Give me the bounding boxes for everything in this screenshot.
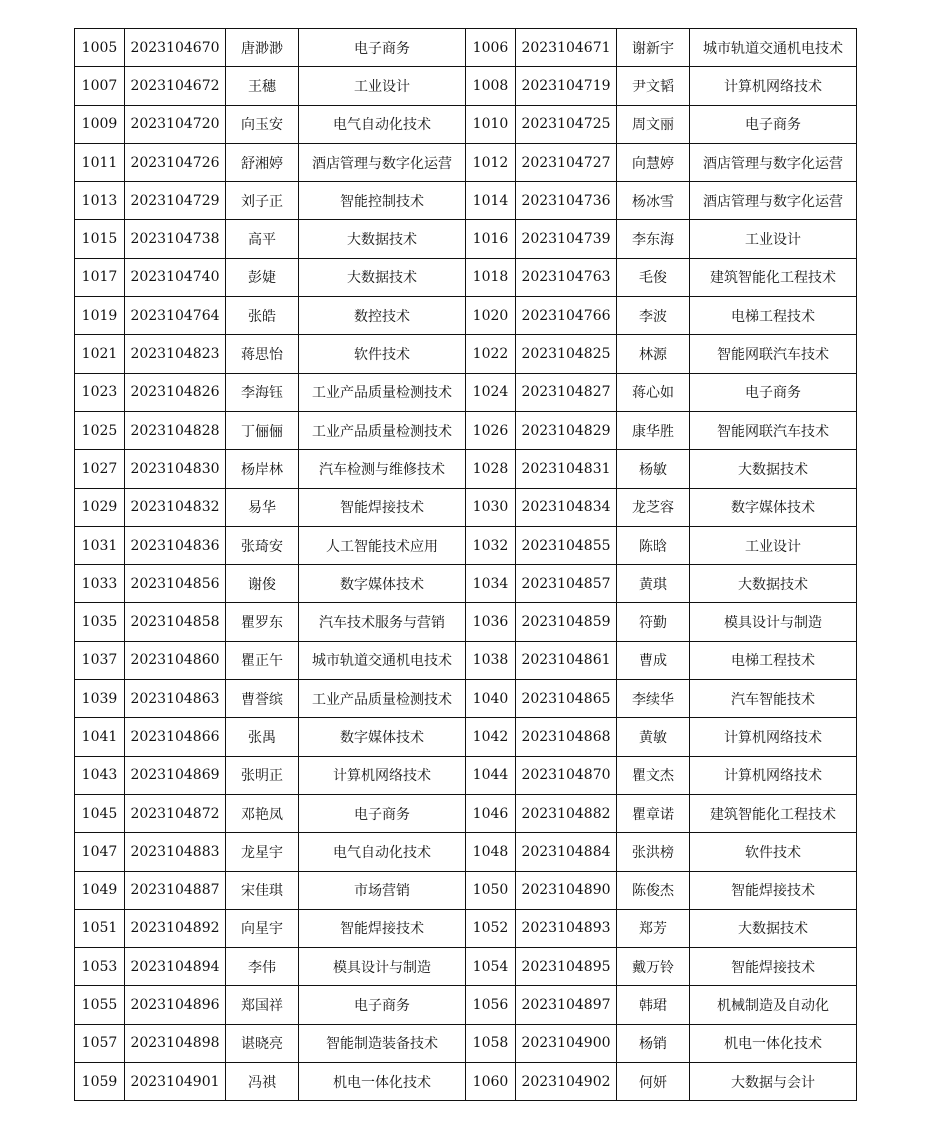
seq-cell: 1015 [75,220,125,258]
name-cell: 龙星宇 [226,833,299,871]
seq-cell: 1022 [466,335,516,373]
student-id-cell: 2023104882 [516,794,617,832]
seq-cell: 1034 [466,565,516,603]
name-cell: 李东海 [617,220,690,258]
seq-cell: 1018 [466,258,516,296]
seq-cell: 1005 [75,29,125,67]
student-id-cell: 2023104897 [516,986,617,1024]
name-cell: 李伟 [226,948,299,986]
seq-cell: 1027 [75,450,125,488]
name-cell: 康华胜 [617,411,690,449]
name-cell: 瞿正午 [226,641,299,679]
name-cell: 高平 [226,220,299,258]
table-row [75,67,857,105]
roster-body [75,29,857,1101]
student-id-cell: 2023104887 [125,871,226,909]
student-id-cell: 2023104830 [125,450,226,488]
major-cell: 电子商务 [299,794,466,832]
name-cell: 杨岸林 [226,450,299,488]
name-cell: 陈晗 [617,526,690,564]
student-id-cell: 2023104827 [516,373,617,411]
seq-cell: 1024 [466,373,516,411]
major-cell: 电气自动化技术 [299,105,466,143]
name-cell: 李海钰 [226,373,299,411]
major-cell: 计算机网络技术 [690,67,857,105]
table-row [75,220,857,258]
name-cell: 瞿罗东 [226,603,299,641]
seq-cell: 1023 [75,373,125,411]
name-cell: 黄琪 [617,565,690,603]
student-id-cell: 2023104823 [125,335,226,373]
name-cell: 何妍 [617,1063,690,1101]
name-cell: 张明正 [226,756,299,794]
major-cell: 大数据技术 [299,220,466,258]
student-id-cell: 2023104900 [516,1024,617,1062]
seq-cell: 1047 [75,833,125,871]
major-cell: 智能网联汽车技术 [690,411,857,449]
name-cell: 李波 [617,297,690,335]
major-cell: 酒店管理与数字化运营 [690,182,857,220]
major-cell: 工业产品质量检测技术 [299,680,466,718]
major-cell: 智能焊接技术 [299,909,466,947]
name-cell: 尹文韬 [617,67,690,105]
student-id-cell: 2023104883 [125,833,226,871]
seq-cell: 1039 [75,680,125,718]
major-cell: 汽车智能技术 [690,680,857,718]
seq-cell: 1044 [466,756,516,794]
student-id-cell: 2023104856 [125,565,226,603]
name-cell: 张洪榜 [617,833,690,871]
student-id-cell: 2023104740 [125,258,226,296]
student-id-cell: 2023104898 [125,1024,226,1062]
student-id-cell: 2023104893 [516,909,617,947]
seq-cell: 1036 [466,603,516,641]
student-id-cell: 2023104861 [516,641,617,679]
name-cell: 林源 [617,335,690,373]
table-row [75,335,857,373]
seq-cell: 1042 [466,718,516,756]
name-cell: 周文丽 [617,105,690,143]
table-row [75,603,857,641]
seq-cell: 1031 [75,526,125,564]
major-cell: 数字媒体技术 [299,565,466,603]
name-cell: 龙芝容 [617,488,690,526]
name-cell: 韩珺 [617,986,690,1024]
major-cell: 市场营销 [299,871,466,909]
student-id-cell: 2023104901 [125,1063,226,1101]
major-cell: 酒店管理与数字化运营 [299,143,466,181]
name-cell: 向慧婷 [617,143,690,181]
seq-cell: 1013 [75,182,125,220]
student-id-cell: 2023104870 [516,756,617,794]
student-id-cell: 2023104738 [125,220,226,258]
table-row [75,29,857,67]
student-id-cell: 2023104884 [516,833,617,871]
major-cell: 机械制造及自动化 [690,986,857,1024]
name-cell: 杨冰雪 [617,182,690,220]
student-id-cell: 2023104857 [516,565,617,603]
student-id-cell: 2023104736 [516,182,617,220]
table-row [75,373,857,411]
major-cell: 人工智能技术应用 [299,526,466,564]
student-id-cell: 2023104892 [125,909,226,947]
major-cell: 大数据技术 [299,258,466,296]
name-cell: 陈俊杰 [617,871,690,909]
student-id-cell: 2023104826 [125,373,226,411]
seq-cell: 1052 [466,909,516,947]
table-row [75,488,857,526]
table-row [75,986,857,1024]
student-id-cell: 2023104670 [125,29,226,67]
seq-cell: 1041 [75,718,125,756]
student-id-cell: 2023104895 [516,948,617,986]
seq-cell: 1030 [466,488,516,526]
major-cell: 计算机网络技术 [690,718,857,756]
name-cell: 郑芳 [617,909,690,947]
seq-cell: 1014 [466,182,516,220]
seq-cell: 1040 [466,680,516,718]
name-cell: 丁俪俪 [226,411,299,449]
name-cell: 黄敏 [617,718,690,756]
student-id-cell: 2023104858 [125,603,226,641]
major-cell: 智能控制技术 [299,182,466,220]
student-id-cell: 2023104764 [125,297,226,335]
student-id-cell: 2023104855 [516,526,617,564]
seq-cell: 1051 [75,909,125,947]
seq-cell: 1050 [466,871,516,909]
student-id-cell: 2023104766 [516,297,617,335]
major-cell: 工业产品质量检测技术 [299,411,466,449]
seq-cell: 1058 [466,1024,516,1062]
seq-cell: 1011 [75,143,125,181]
major-cell: 汽车检测与维修技术 [299,450,466,488]
name-cell: 向星宇 [226,909,299,947]
name-cell: 谢新宇 [617,29,690,67]
name-cell: 张禺 [226,718,299,756]
name-cell: 邓艳凤 [226,794,299,832]
student-id-cell: 2023104672 [125,67,226,105]
name-cell: 曹誉缤 [226,680,299,718]
student-id-cell: 2023104831 [516,450,617,488]
seq-cell: 1053 [75,948,125,986]
table-row [75,1024,857,1062]
student-id-cell: 2023104869 [125,756,226,794]
table-row [75,948,857,986]
table-row [75,1063,857,1101]
student-id-cell: 2023104863 [125,680,226,718]
name-cell: 易华 [226,488,299,526]
table-row [75,526,857,564]
major-cell: 智能焊接技术 [690,871,857,909]
seq-cell: 1006 [466,29,516,67]
name-cell: 张琦安 [226,526,299,564]
major-cell: 建筑智能化工程技术 [690,258,857,296]
seq-cell: 1057 [75,1024,125,1062]
student-id-cell: 2023104828 [125,411,226,449]
student-id-cell: 2023104836 [125,526,226,564]
table-row [75,756,857,794]
table-row [75,641,857,679]
seq-cell: 1035 [75,603,125,641]
major-cell: 大数据与会计 [690,1063,857,1101]
student-id-cell: 2023104739 [516,220,617,258]
seq-cell: 1056 [466,986,516,1024]
student-id-cell: 2023104865 [516,680,617,718]
student-id-cell: 2023104834 [516,488,617,526]
major-cell: 数控技术 [299,297,466,335]
seq-cell: 1049 [75,871,125,909]
major-cell: 大数据技术 [690,565,857,603]
table-row [75,143,857,181]
seq-cell: 1055 [75,986,125,1024]
table-row [75,105,857,143]
seq-cell: 1060 [466,1063,516,1101]
major-cell: 大数据技术 [690,450,857,488]
student-id-cell: 2023104727 [516,143,617,181]
major-cell: 电子商务 [690,105,857,143]
seq-cell: 1017 [75,258,125,296]
table-row [75,680,857,718]
major-cell: 城市轨道交通机电技术 [299,641,466,679]
student-id-cell: 2023104868 [516,718,617,756]
major-cell: 电气自动化技术 [299,833,466,871]
seq-cell: 1010 [466,105,516,143]
student-id-cell: 2023104763 [516,258,617,296]
seq-cell: 1059 [75,1063,125,1101]
seq-cell: 1020 [466,297,516,335]
table-row [75,565,857,603]
major-cell: 电子商务 [299,29,466,67]
major-cell: 电子商务 [299,986,466,1024]
major-cell: 智能网联汽车技术 [690,335,857,373]
student-id-cell: 2023104894 [125,948,226,986]
student-roster-table [74,28,857,1101]
name-cell: 向玉安 [226,105,299,143]
table-row [75,794,857,832]
major-cell: 汽车技术服务与营销 [299,603,466,641]
major-cell: 工业产品质量检测技术 [299,373,466,411]
major-cell: 机电一体化技术 [690,1024,857,1062]
student-id-cell: 2023104902 [516,1063,617,1101]
name-cell: 瞿章诺 [617,794,690,832]
student-id-cell: 2023104726 [125,143,226,181]
major-cell: 大数据技术 [690,909,857,947]
student-id-cell: 2023104825 [516,335,617,373]
seq-cell: 1021 [75,335,125,373]
table-row [75,833,857,871]
table-row [75,297,857,335]
name-cell: 瞿文杰 [617,756,690,794]
major-cell: 工业设计 [690,220,857,258]
student-id-cell: 2023104829 [516,411,617,449]
seq-cell: 1007 [75,67,125,105]
major-cell: 机电一体化技术 [299,1063,466,1101]
student-id-cell: 2023104896 [125,986,226,1024]
major-cell: 计算机网络技术 [299,756,466,794]
seq-cell: 1043 [75,756,125,794]
table-row [75,450,857,488]
major-cell: 计算机网络技术 [690,756,857,794]
student-id-cell: 2023104725 [516,105,617,143]
seq-cell: 1038 [466,641,516,679]
name-cell: 毛俊 [617,258,690,296]
name-cell: 郑国祥 [226,986,299,1024]
major-cell: 城市轨道交通机电技术 [690,29,857,67]
name-cell: 舒湘婷 [226,143,299,181]
name-cell: 张皓 [226,297,299,335]
student-id-cell: 2023104832 [125,488,226,526]
student-id-cell: 2023104719 [516,67,617,105]
name-cell: 杨销 [617,1024,690,1062]
table-row [75,258,857,296]
table-row [75,411,857,449]
student-id-cell: 2023104890 [516,871,617,909]
major-cell: 数字媒体技术 [299,718,466,756]
seq-cell: 1028 [466,450,516,488]
name-cell: 蒋心如 [617,373,690,411]
major-cell: 工业设计 [299,67,466,105]
name-cell: 曹成 [617,641,690,679]
name-cell: 唐渺渺 [226,29,299,67]
major-cell: 电梯工程技术 [690,641,857,679]
name-cell: 李续华 [617,680,690,718]
seq-cell: 1012 [466,143,516,181]
major-cell: 智能制造装备技术 [299,1024,466,1062]
student-id-cell: 2023104720 [125,105,226,143]
name-cell: 刘子正 [226,182,299,220]
seq-cell: 1037 [75,641,125,679]
student-id-cell: 2023104866 [125,718,226,756]
seq-cell: 1033 [75,565,125,603]
name-cell: 彭婕 [226,258,299,296]
name-cell: 戴万铃 [617,948,690,986]
major-cell: 软件技术 [299,335,466,373]
major-cell: 电子商务 [690,373,857,411]
student-id-cell: 2023104729 [125,182,226,220]
name-cell: 蒋思怡 [226,335,299,373]
major-cell: 智能焊接技术 [299,488,466,526]
name-cell: 杨敏 [617,450,690,488]
seq-cell: 1046 [466,794,516,832]
major-cell: 模具设计与制造 [690,603,857,641]
name-cell: 冯祺 [226,1063,299,1101]
major-cell: 电梯工程技术 [690,297,857,335]
student-id-cell: 2023104859 [516,603,617,641]
table-row [75,871,857,909]
table-row [75,909,857,947]
seq-cell: 1025 [75,411,125,449]
seq-cell: 1016 [466,220,516,258]
name-cell: 王穗 [226,67,299,105]
seq-cell: 1019 [75,297,125,335]
major-cell: 酒店管理与数字化运营 [690,143,857,181]
name-cell: 谌晓亮 [226,1024,299,1062]
major-cell: 工业设计 [690,526,857,564]
name-cell: 谢俊 [226,565,299,603]
major-cell: 智能焊接技术 [690,948,857,986]
seq-cell: 1045 [75,794,125,832]
major-cell: 建筑智能化工程技术 [690,794,857,832]
seq-cell: 1029 [75,488,125,526]
seq-cell: 1032 [466,526,516,564]
seq-cell: 1009 [75,105,125,143]
seq-cell: 1054 [466,948,516,986]
table-row [75,182,857,220]
major-cell: 数字媒体技术 [690,488,857,526]
major-cell: 模具设计与制造 [299,948,466,986]
student-id-cell: 2023104671 [516,29,617,67]
student-id-cell: 2023104872 [125,794,226,832]
student-id-cell: 2023104860 [125,641,226,679]
seq-cell: 1048 [466,833,516,871]
major-cell: 软件技术 [690,833,857,871]
seq-cell: 1026 [466,411,516,449]
table-row [75,718,857,756]
seq-cell: 1008 [466,67,516,105]
name-cell: 宋佳琪 [226,871,299,909]
name-cell: 符勤 [617,603,690,641]
